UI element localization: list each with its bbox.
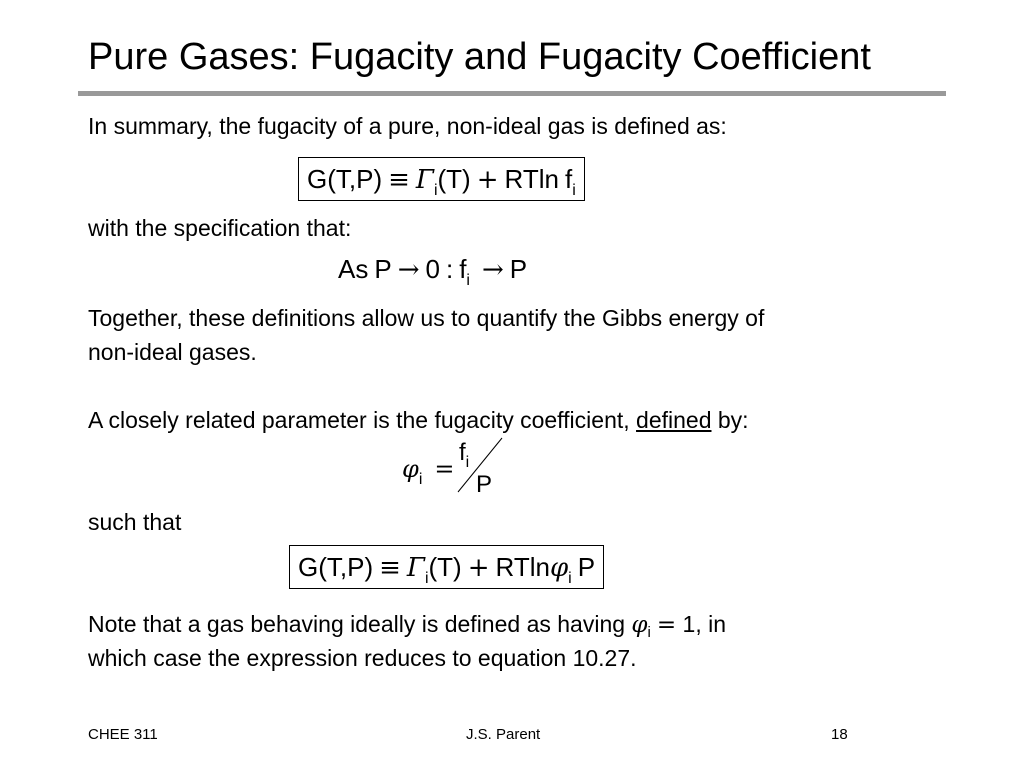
eq3-phi-sub: i [418,471,423,488]
eq3-num-f: f [459,439,466,466]
eq1-gamma: Γ [415,165,434,195]
eq2-zero: 0 [425,254,440,284]
eq2-p: P [374,254,392,284]
such-that-text: such that [88,509,182,535]
equation-gibbs-phi [289,545,604,589]
eq4-phi-sub: i [568,570,572,587]
note-suffix: 1, in [676,611,727,637]
specification-text: with the specification that: [88,215,352,241]
footer-page-number: 18 [831,726,848,743]
note-line-2: which case the expression reduces to equation 10.27. [88,645,637,671]
equation-limit [338,252,527,291]
slide-title: Pure Gases: Fugacity and Fugacity Coefficient [88,36,871,78]
summary-text: In summary, the fugacity of a pure, non-ideal gas is defined as: [88,113,727,139]
title-divider [78,91,946,96]
eq3-num-sub: i [465,454,470,471]
eq1-f: f [564,164,573,194]
footer-author: J.S. Parent [466,726,541,743]
note-equals: = [656,612,677,638]
together-line-1: Together, these definitions allow us to quantify the Gibbs energy of [88,305,765,331]
eq1-gamma-sub: i [433,182,438,199]
eq2-p2: P [509,254,528,284]
eq1-f-sub: i [572,182,576,199]
eq1-t-arg: (T) [437,164,471,194]
eq2-as: As [338,254,369,284]
eq1-rtln: RTln [504,164,559,194]
eq4-equiv: ≡ [379,553,401,583]
together-line-2: non-ideal gases. [88,339,257,365]
eq1-lhs: G(T,P) [307,164,383,194]
defined-link[interactable]: defined [636,407,712,433]
eq3-phi: φ [402,455,419,483]
eq4-lhs: G(T,P) [298,552,374,582]
footer-course: CHEE 311 [88,726,158,743]
eq4-plus: + [467,553,490,583]
related-suffix: by: [711,407,749,433]
eq4-rtln: RTln [495,552,550,582]
eq2-f-sub: i [466,272,470,289]
eq2-f: f [459,254,467,284]
eq4-gamma: Γ [406,553,425,583]
related-prefix: A closely related parameter is the fugacity coefficient, [88,407,637,433]
related-parameter-text [88,404,749,437]
equation-phi-lhs [402,452,454,490]
eq2-colon: : [445,254,454,284]
note-prefix: Note that a gas behaving ideally is defined as having [88,611,632,637]
eq1-plus: + [476,165,499,195]
note-phi-sub: i [647,624,651,641]
note-line-1 [88,608,726,644]
eq4-p: P [577,552,596,582]
note-phi: φ [631,612,648,638]
eq4-phi: φ [549,553,569,583]
eq2-arrow: → [397,255,420,285]
equation-gibbs-fugacity [298,157,585,201]
eq1-equiv: ≡ [388,165,410,195]
eq3-denominator: P [476,471,493,498]
eq3-equals: = [434,455,455,483]
eq4-t-arg: (T) [428,552,462,582]
eq2-arrow-2: → [481,255,504,285]
eq4-gamma-sub: i [424,570,429,587]
